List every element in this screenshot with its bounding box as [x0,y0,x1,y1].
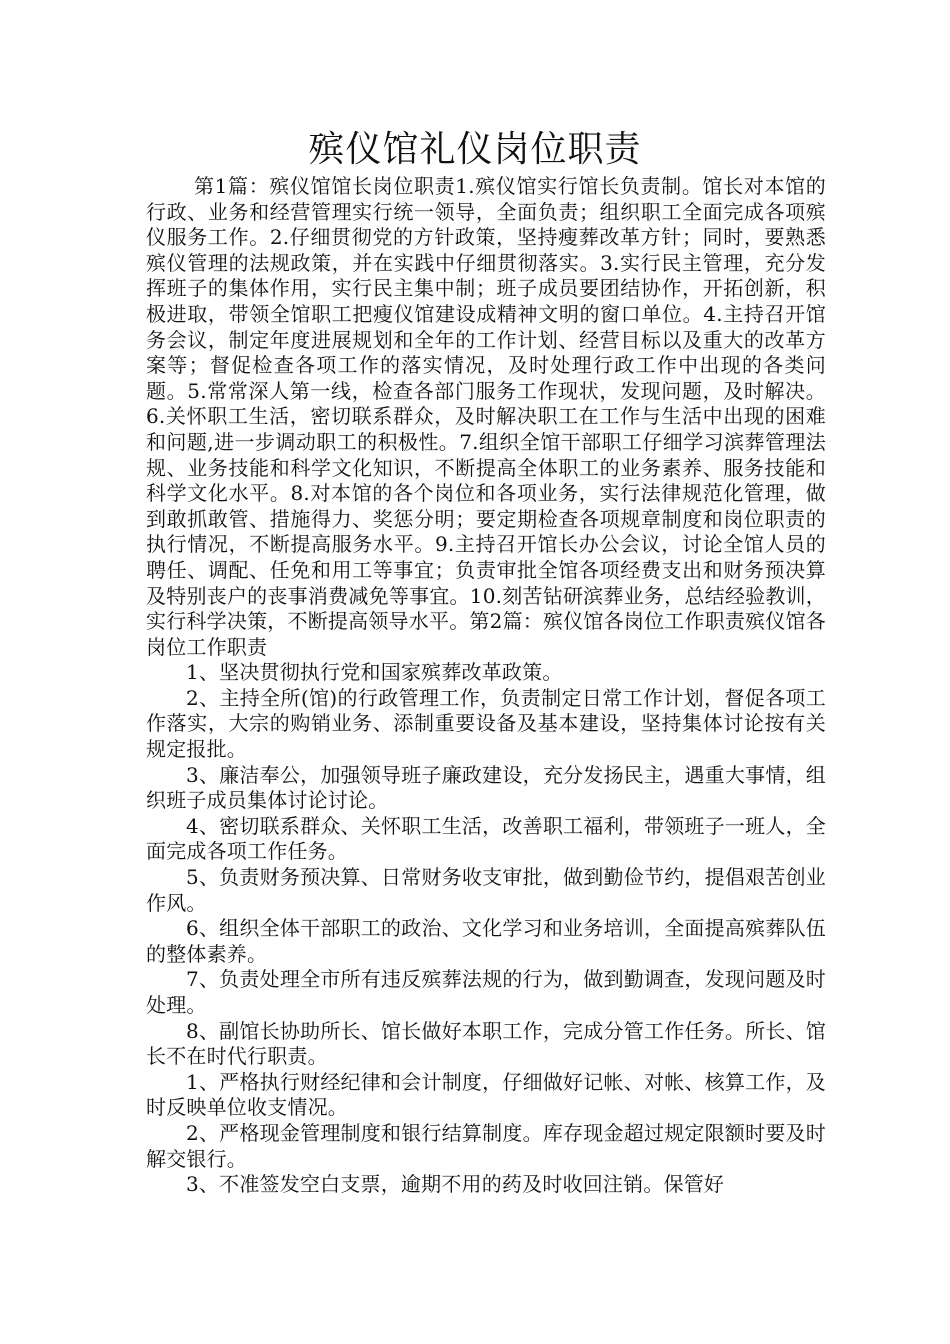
paragraph-finance-1: 1、严格执行财经纪律和会计制度，仔细做好记帐、对帐、核算工作，及时反映单位收支情况。 [146,1069,826,1120]
paragraph-duty-2: 2、主持全所(馆)的行政管理工作，负责制定日常工作计划，督促各项工作落实，大宗的购销业务、添制重要设备及基本建设，坚持集体讨论按有关规定报批。 [146,685,826,762]
paragraph-duty-7: 7、负责处理全市所有违反殡葬法规的行为，做到勤调查，发现问题及时处理。 [146,967,826,1017]
paragraph-duty-1: 1、坚决贯彻执行党和国家殡葬改革政策。 [186,660,563,685]
paragraph-finance-2: 2、严格现金管理制度和银行结算制度。库存现金超过规定限额时要及时解交银行。 [146,1120,826,1171]
paragraph-finance-3: 3、不准签发空白支票，逾期不用的药及时收回注销。保管好 [186,1172,725,1197]
paragraph-duty-8: 8、副馆长协助所长、馆长做好本职工作，完成分管工作任务。所长、馆长不在时代行职责。 [146,1018,826,1069]
paragraph-duty-6: 6、组织全体干部职工的政治、文化学习和业务培训，全面提高殡葬队伍的整体素养。 [146,916,826,966]
paragraph-intro: 第1篇：殡仪馆馆长岗位职责1.殡仪馆实行馆长负责制。馆长对本馆的行政、业务和经营管理实行统一领导，全面负责；组织职工全面完成各项殡仪服务工作。2.仔细贯彻党的方针政策，坚持瘦葬改革方针；同时，要熟悉殡仪管理的法规政策，并在实践中仔细贯彻落实。3.实行民主管理，充分发挥班子的集体作用，实行民主集中制；班子成员要团结协作，开拓创新，积极进取，带领全馆职工把瘦仪馆建设成精神文明的窗口单位。4.主持召开馆务会议，制定年度进展规划和全年的工作计划、经营目标以及重大的改革方案等；督促检查各项工作的落实情况，及时处理行政工作中出现的各类问题。5.常常深人第一线，检查各部门服务工作现状，发现问题，及时解决。6.关怀职工生活，密切联系群众，及时解决职工在工作与生活中出现的困难和问题,进一步调动职工的积极性。7.组织全馆干部职工仔细学习滨葬管理法规、业务技能和科学文化知识，不断提高全体职工的业务素养、服务技能和科学文化水平。8.对本馆的各个岗位和各项业务，实行法律规范化管理，做到敢抓敢管、措施得力、奖惩分明；要定期检查各项规章制度和岗位职责的执行情况，不断提高服务水平。9.主持召开馆长办公会议，讨论全馆人员的聘任、调配、任免和用工等事宜；负责审批全馆各项经费支出和财务预决算及特别丧户的丧事消费减免等事宜。10.刻苦钻研滨葬业务，总结经验教训，实行科学决策，不断提高领导水平。第2篇：殡仪馆各岗位工作职责殡仪馆各岗位工作职责 [146,174,826,659]
document-body [146,174,826,1198]
document-title: 殡仪馆礼仪岗位职责 [308,129,642,170]
paragraph-duty-4: 4、密切联系群众、关怀职工生活，改善职工福利，带领班子一班人，全面完成各项工作任务。 [146,813,826,864]
paragraph-duty-5: 5、负责财务预决算、日常财务收支审批，做到勤俭节约，提倡艰苦创业作风。 [146,865,826,915]
paragraph-duty-3: 3、廉洁奉公，加强领导班子廉政建设，充分发扬民主，遇重大事情，组织班子成员集体讨论讨论。 [146,762,826,813]
